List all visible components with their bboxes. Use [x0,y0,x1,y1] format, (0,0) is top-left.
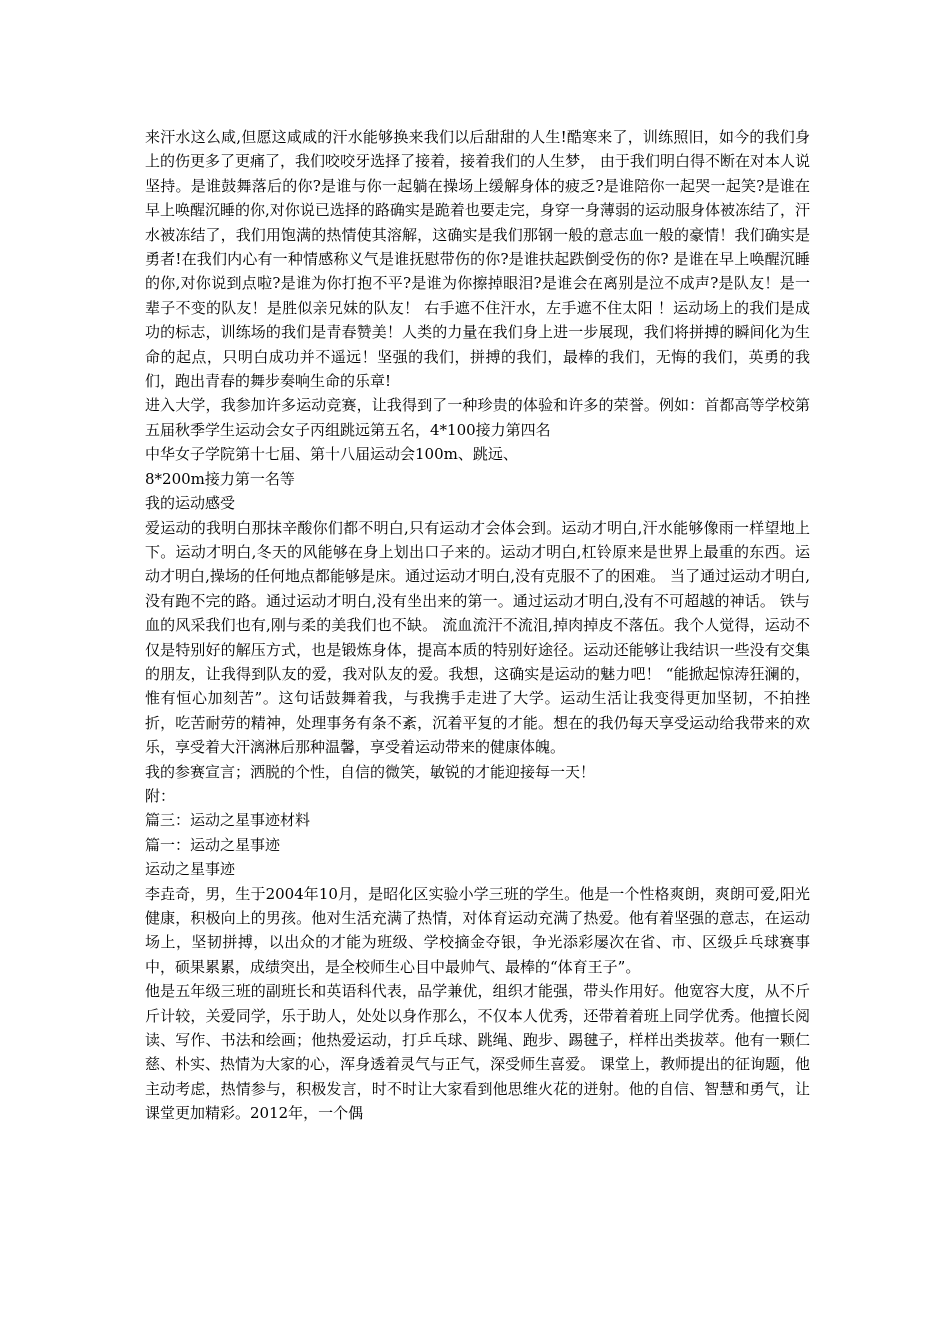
paragraph: 李垚奇，男，生于2004年10月，是昭化区实验小学三班的学生。他是一个性格爽朗，爽朗可爱,阳光健康，积极向上的男孩。他对生活充满了热情，对体育运动充满了热爱。他有着坚强的意志，在运动场上，坚韧拼搏，以出众的才能为班级、学校摘金夺银，争光添彩屡次在省、市、区级乒乓球赛事中，硕果累累，成绩突出，是全校师生心目中最帅气、最棒的“体育王子”。 [145,884,810,976]
appendix-label: 附： [145,786,176,805]
document-page [145,125,810,1126]
paragraph: 爱运动的我明白那抹辛酸你们都不明白,只有运动才会体会到。运动才明白,汗水能够像雨一样望地上下。运动才明白,冬天的风能够在身上划出口子来的。运动才明白,杠铃原来是世界上最重的东西。运动才明白,操场的任何地点都能够是床。通过运动才明白,没有克服不了的困难。 当了通过运动才明白,没有跑不完的路。通过运动才明白,没有坐出来的第一。通过运动才明白,没有不可超越的神话。 铁与血的风采我们也有,刚与柔的美我们也不缺。 流血流汗不流泪,掉肉掉皮不落伍。我个人觉得，运动不仅是特别好的解压方式，也是锻炼身体，提高本质的特别好途径。运动还能够让我结识一些没有交集的朋友，让我得到队友的爱，我对队友的爱。我想，这确实是运动的魅力吧！ “能掀起惊涛狂澜的，惟有恒心加刻苦”。这句话鼓舞着我，与我携手走进了大学。运动生活让我变得更加坚韧，不拍挫折，吃苦耐劳的精神，处理事务有条不紊，沉着平复的才能。想在的我仍每天享受运动给我带来的欢乐，享受着大汗漓淋后那种温馨，享受着运动带来的健康体魄。 [145,518,810,757]
paragraph: 8*200m接力第一名等 [145,469,295,488]
section-heading: 运动之星事迹 [145,860,236,879]
paragraph: 中华女子学院第十七届、第十八届运动会100m、跳远、 [145,445,518,464]
paragraph: 我的参赛宣言；洒脱的个性，自信的微笑，敏锐的才能迎接每一天！ [145,762,596,781]
paragraph: 他是五年级三班的副班长和英语科代表，品学兼优，组织才能强，带头作用好。他宽容大度，从不斤斤计较，关爱同学，乐于助人，处处以身作那么，不仅本人优秀，还带着着班上同学优秀。他擅长阅读、写作、书法和绘画；他热爱运动，打乒乓球、跳绳、跑步、踢毽子，样样出类拔萃。他有一颗仁慈、朴实、热情为大家的心，浑身透着灵气与正气，深受师生喜爱。 课堂上，教师提出的征询题，他主动考虑，热情参与，积极发言，时不时让大家看到他思维火花的迸射。他的自信、智慧和勇气，让课堂更加精彩。2012年，一个偶 [145,982,810,1123]
paragraph: 来汗水这么咸,但愿这咸咸的汗水能够换来我们以后甜甜的人生!酷寒来了，训练照旧，如今的我们身上的伤更多了更痛了，我们咬咬牙选择了接着，接着我们的人生梦， 由于我们明白得不断在对本人说坚持。是谁鼓舞落后的你?是谁与你一起躺在操场上缓解身体的疲乏?是谁陪你一起哭一起笑?是谁在早上唤醒沉睡的你,对你说已选择的路确实是跪着也要走完，身穿一身薄弱的运动服身体被冻结了，汗水被冻结了，我们用饱满的热情使其溶解，这确实是我们那钢一般的意志血一般的豪情！我们确实是勇者!在我们内心有一种情感称义气是谁抚慰带伤的你?是谁扶起跌倒受伤的你? 是谁在早上唤醒沉睡的你,对你说到点啦?是谁为你打抱不平?是谁为你擦掉眼泪?是谁会在离别是泣不成声?是队友！是一辈子不变的队友！是胜似亲兄妹的队友！ 右手遮不住汗水，左手遮不住太阳 ！运动场上的我们是成功的标志，训练场的我们是青春赞美！人类的力量在我们身上进一步展现，我们将拼搏的瞬间化为生命的起点，只明白成功并不遥远！坚强的我们，拼搏的我们，最棒的我们，无悔的我们，英勇的我们，跑出青春的舞步奏响生命的乐章! [145,128,810,391]
section-heading: 篇三：运动之星事迹材料 [145,811,311,830]
section-heading: 篇一：运动之星事迹 [145,835,281,854]
section-heading: 我的运动感受 [145,494,236,513]
paragraph: 进入大学，我参加许多运动竞赛，让我得到了一种珍贵的体验和许多的荣誉。例如：首都高等学校第五届秋季学生运动会女子丙组跳远第五名，4*100接力第四名 [145,396,810,439]
